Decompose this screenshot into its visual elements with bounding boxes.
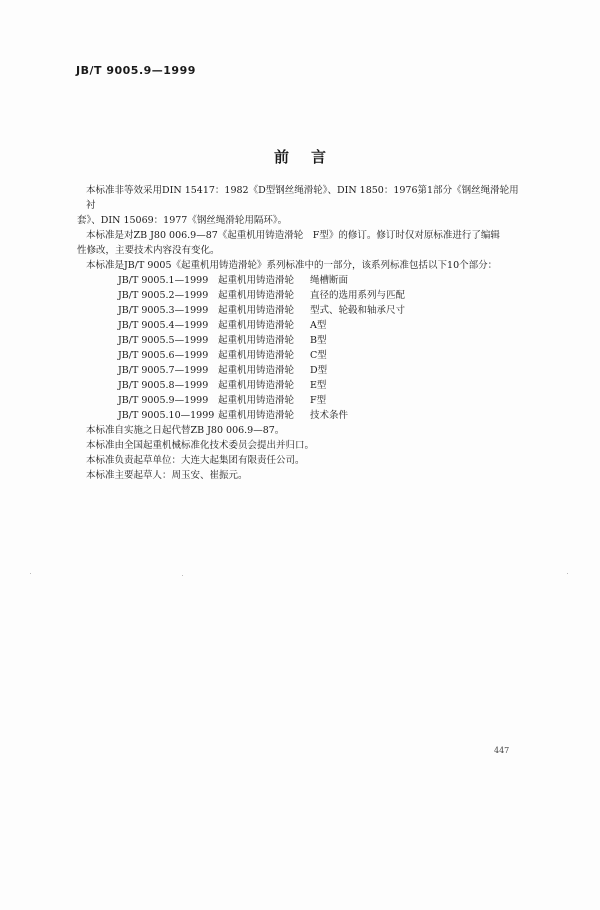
part-code: JB/T 9005.8—1999 [118,380,209,391]
standard-parts-list [118,273,522,423]
part-code: JB/T 9005.3—1999 [118,305,209,316]
page-title: 前言 [273,148,348,166]
paragraph-line: 本标准非等效采用DIN 15417：1982《D型钢丝绳滑轮》、DIN 1850：1976第1部分《钢丝绳滑轮用衬 [86,185,519,211]
part-name: 起重机用铸造滑轮 [218,380,295,391]
part-code: JB/T 9005.1—1999 [118,275,209,286]
part-desc: E型 [310,380,327,391]
part-name: 起重机用铸造滑轮 [218,290,295,301]
part-code: JB/T 9005.6—1999 [118,350,209,361]
part-desc: F型 [310,395,327,406]
part-code: JB/T 9005.9—1999 [118,395,209,406]
paragraph-line: 性修改，主要技术内容没有变化。 [77,245,220,256]
part-code: JB/T 9005.4—1999 [118,320,209,331]
list-item [118,393,522,408]
part-name: 起重机用铸造滑轮 [218,410,295,421]
part-code: JB/T 9005.7—1999 [118,365,209,376]
part-code: JB/T 9005.10—1999 [118,410,215,421]
part-desc: 型式、轮毂和轴承尺寸 [310,305,406,316]
list-item [118,363,522,378]
list-item [118,318,522,333]
paragraph-series [86,258,522,273]
part-name: 起重机用铸造滑轮 [218,335,295,346]
part-desc: D型 [310,365,328,376]
part-desc: 绳槽断面 [310,275,349,286]
part-name: 起重机用铸造滑轮 [218,365,295,376]
paragraph-revision [77,228,522,258]
part-desc: A型 [310,320,327,331]
part-desc: C型 [310,350,327,361]
part-code: JB/T 9005.2—1999 [118,290,209,301]
page-number: 447 [494,746,510,755]
closing-line: 本标准由全国起重机械标准化技术委员会提出并归口。 [86,440,315,451]
part-name: 起重机用铸造滑轮 [218,305,295,316]
foreword-body [77,183,522,483]
paragraph-line: 本标准是对ZB J80 006.9—87《起重机用铸造滑轮 F型》的修订。修订时仅对原标准进行了编辑 [86,230,500,241]
part-name: 起重机用铸造滑轮 [218,350,295,361]
part-name: 起重机用铸造滑轮 [218,320,295,331]
standard-code-header: JB/T 9005.9—1999 [76,64,196,77]
part-desc: 技术条件 [310,410,349,421]
closing-line: 本标准负责起草单位：大连大起集团有限责任公司。 [86,455,305,466]
scan-speck [567,573,568,574]
list-item [118,333,522,348]
paragraph-line: 本标准是JB/T 9005《起重机用铸造滑轮》系列标准中的一部分，该系列标准包括以下10个部分： [86,260,498,271]
list-item [118,378,522,393]
scan-speck [30,573,31,574]
scan-speck [182,575,183,576]
closing-line: 本标准自实施之日起代替ZB J80 006.9—87。 [86,425,285,436]
part-desc: B型 [310,335,327,346]
list-item [118,273,522,288]
paragraph-adoption [77,183,522,228]
part-name: 起重机用铸造滑轮 [218,275,295,286]
list-item [118,348,522,363]
part-name: 起重机用铸造滑轮 [218,395,295,406]
closing-line: 本标准主要起草人：周玉安、崔振元。 [86,470,248,481]
paragraph-line: 套》、DIN 15069：1977《钢丝绳滑轮用隔环》。 [77,215,288,226]
part-code: JB/T 9005.5—1999 [118,335,209,346]
list-item [118,288,522,303]
list-item [118,408,522,423]
list-item [118,303,522,318]
part-desc: 直径的选用系列与匹配 [310,290,406,301]
